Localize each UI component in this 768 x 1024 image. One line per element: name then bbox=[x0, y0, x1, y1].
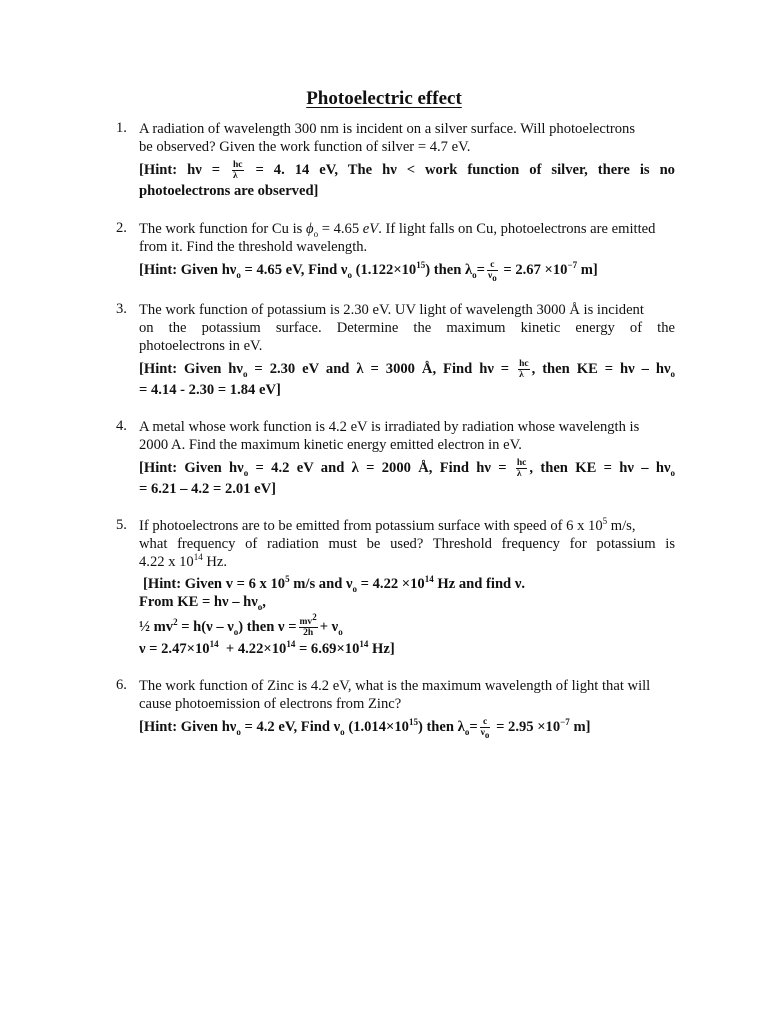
question-body bbox=[139, 418, 675, 498]
hint-line: [Hint: Given $h\nu_o = 4.65$ eV, Find $\nu_o$ $(1.122\times 10^{15})$ then $\lambda_o=$ $\frac{c}{\nu_o}$ = $2.67 \times 10^{-7}$ m] bbox=[139, 259, 598, 283]
question-text: A radiation of wavelength 300 nm is incident on a silver surface. Will photoelectrons bbox=[139, 121, 636, 137]
question-text: The work function for Cu is $\phi_o = 4.65$ eV. If light falls on Cu, photoelectrons are emitted bbox=[139, 221, 656, 239]
hint-line: = 4.14 - 2.30 = 1.84 eV] bbox=[139, 382, 281, 398]
fraction: $\frac{hc}{\lambda}$ bbox=[516, 458, 527, 479]
question-text: on the potassium surface. Determine the maximum kinetic energy of the bbox=[139, 320, 675, 336]
question-body bbox=[139, 120, 675, 200]
hint-line: [Hint: Given v = 6 x $10^5$ m/s and $\nu_o = 4.22 \times 10^{14}$ Hz and find ν. bbox=[143, 574, 525, 594]
question-number: 1. bbox=[116, 120, 127, 136]
question-text: be observed? Given the work function of silver = 4.7 eV. bbox=[139, 139, 471, 155]
fraction: $\frac{mv^2}{2h}$ bbox=[299, 612, 317, 639]
hint-line: [Hint: Given $h\nu_o = 2.30$ eV and λ = 3000 Å, Find hν = $\frac{hc}{\lambda}$ , then KE = hν – $h\nu_o$ bbox=[139, 359, 676, 380]
question-text: The work function of potassium is 2.30 eV. UV light of wavelength 3000 Å is incident bbox=[139, 302, 644, 318]
hint-line: [Hint: hν = $\frac{hc}{\lambda}$ = 4. 14 eV, The hν < work function of silver, there is no bbox=[139, 160, 675, 181]
question-text: If photoelectrons are to be emitted from potassium surface with speed of 6 x $10^5$ m/s, bbox=[139, 516, 636, 534]
question-text: A metal whose work function is 4.2 eV is irradiated by radiation whose wavelength is bbox=[139, 419, 640, 435]
question-text: cause photoemission of electrons from Zinc? bbox=[139, 696, 402, 712]
question-text: The work function of Zinc is 4.2 eV, what is the maximum wavelength of light that will bbox=[139, 678, 651, 694]
question-number: 4. bbox=[116, 418, 127, 434]
question-text: from it. Find the threshold wavelength. bbox=[139, 239, 368, 255]
fraction: $\frac{hc}{\lambda}$ bbox=[233, 160, 243, 181]
hint-line: ½ $mv^2 = h(\nu - \nu_o)$ then ν = $\frac{mv^2}{2h}$ + $\nu_o$ bbox=[139, 612, 343, 639]
hint-line: $\nu = 2.47\times 10^{14} + 4.22\times 10^{14} = 6.69\times 10^{14}$ Hz] bbox=[139, 639, 395, 657]
question-number: 3. bbox=[116, 301, 127, 317]
question-text: photoelectrons in eV. bbox=[139, 338, 263, 354]
hint-line: [Hint: Given $h\nu_o = 4.2$ eV and λ = 2000 Å, Find hν = $\frac{hc}{\lambda}$ , then KE = hν – $h\nu_o$ bbox=[139, 458, 675, 479]
question-body bbox=[139, 301, 675, 399]
question-number: 6. bbox=[116, 677, 127, 693]
hint-line: photoelectrons are observed] bbox=[139, 183, 319, 199]
question-number: 2. bbox=[116, 220, 127, 236]
fraction: $\frac{hc}{\lambda}$ bbox=[519, 359, 529, 380]
question-number: 5. bbox=[116, 517, 127, 533]
question-text: 2000 A. Find the maximum kinetic energy emitted electron in eV. bbox=[139, 437, 522, 453]
fraction: $\frac{c}{\nu_o}$ bbox=[487, 260, 497, 283]
hint-line: From KE = hν – $h\nu_o$, bbox=[139, 594, 266, 612]
fraction: $\frac{c}{\nu_o}$ bbox=[480, 717, 490, 740]
question-body bbox=[139, 220, 675, 283]
question-body bbox=[139, 517, 675, 658]
hint-line: [Hint: Given $h\nu_o = 4.2$ eV, Find $\nu_o$ $(1.014\times 10^{15})$ then $\lambda_o=$ $\frac{c}{\nu_o}$ = $2.95 \times 10^{-7}$ m] bbox=[139, 716, 591, 740]
question-text: what frequency of radiation must be used? Threshold frequency for potassium is bbox=[139, 536, 675, 552]
question-body bbox=[139, 677, 675, 740]
question-text: 4.22 x $10^{14}$ Hz. bbox=[139, 552, 228, 570]
page-title: Photoelectric effect bbox=[306, 88, 462, 109]
hint-line: = 6.21 – 4.2 = 2.01 eV] bbox=[139, 481, 277, 497]
